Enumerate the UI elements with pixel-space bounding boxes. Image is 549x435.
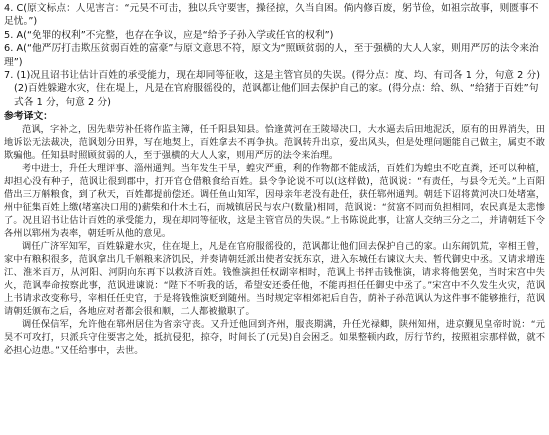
translation-paragraph-4: 调任保信军，允许他在郓州居住为省亲守丧。又升迁他回到齐州，服丧期满，升任光禄卿，陕州知州，进京觐见皇帝时说：“元昊不可攻打，只派兵守住要害之处，抵抗侵犯，掠夺，时间长了(元昊)自会困乏。如果整顿内政，厉行节约，按照祖宗那样做，就不必担心边患。”又任给事中，去世。 (4, 319, 545, 357)
answer-7-2: (2)百姓躲避水灾，住在堤上，凡是在官府服徭役的，范讽都让他们回去保护自己的家。(得分点：给、纵、“给猪于百姓”句式各 1 分，句意 2 分) (14, 83, 539, 108)
answer-7-1: 7. (1)况且诏书让估计百姓的承受能力，现在却同等征收，这是主管官员的失误。(得分点：度、均、有司各 1 分，句意 2 分) (4, 70, 541, 82)
answer-4: 4. C(原文标点：人见害言：“元昊不可击，独以兵守要害，操径掠，久当自困。倘内修百废，躬节俭，如祖宗故事，则匮事不足忧。”) (4, 3, 539, 28)
answer-5: 5. A(“免罪的权利”不完整，也存在争议，应是“给予子孙入学或任官的权利”) (4, 29, 334, 41)
translation-heading: 参考译文： (4, 111, 53, 123)
translation-paragraph-1: 范讽，字补之，因先辈劳补任将作监主簿，任千阳县知县。恰逢黄河在王陵埽决口，大水逼去后田地泥沃，原有的田界消失，田地诉讼无法裁决，范讽划分田界，写在地契上，百姓拿去不再争执。范讽转升出京，爱出风头，但是处理问题能自己做主，属吏不敢欺骗他。任知县时照顾贫弱的人，至于强横的大人人家，则用严厉的法令来治理。 (4, 124, 545, 162)
answer-6: 6. A(“他严厉打击欺压贫弱百姓的富豪”与原文意思不符，原文为“照顾贫弱的人，至于强横的大人人家，则用严厉的法令来治理”) (4, 43, 539, 68)
translation-paragraph-2: 考中进士，升任大理评事、淄州通判。当年发生干旱，蝗灾严重，利的作物都不能成活，百姓们为蝗虫不吃直粪，还可以种植，却担心没有种子，范讽让很到郡中，打开官仓借粮食给百姓。县令争论说不可以(这样做)，范讽说：“有责任，与县令无关。”上百阳借出三万斛粮食，到了秋天，百姓都提前偿还。调任鱼山知军，因母亲年老没有赴任，获任郓州通判。朝廷下诏将黄河决口处堵塞，州中征集百姓上缴(堵塞决口用的)薪柴和什木土石，而城镇居民与农户(数量)相同，范讽说：“贫富不同而负担相同，农民真是太悲惨了。况且诏书让估计百姓的承受能力，现在却同等征收，这是主管官员的失误。”上书陈说此事，让富人交纳三分之二，并请朝廷下令各州以郓州为表率，朝廷听从他的意见。 (4, 163, 545, 240)
translation-paragraph-3: 调任广济军知军，百姓躲避水灾，住在堤上，凡是在官府服徭役的，范讽都让他们回去保护自己的家。山东闹饥荒，宰相王曾，家中有粮积很多，范讽拿出几千斛粮来济饥民，并奏请朝廷派出使者安抚东京，进入东城任右谏议大夫、暂代御史中丞。又请求增连江、淮米百万，从河阳、河阴向东再下以救济百姓。钱惟演担任权副宰相时，范讽上书抨击钱惟演，请求将他罢免，当时宋宫中失火，范讽奉命按察此事，范讽进谏说：“陛下不听我的话，希望安还委任他，不能再担任任御史中丞了。”宋宫中不久发生火灾，范讽上书请求改变称号，宰相任任史官，于是将钱惟演贬到随州。当时规定宰相郊祀后自告，荫补子孙范讽认为这件事不能够推行，范讽请朝廷颁布之后，各地应对者都会很和顺，二人都被撤职了。 (4, 241, 545, 318)
